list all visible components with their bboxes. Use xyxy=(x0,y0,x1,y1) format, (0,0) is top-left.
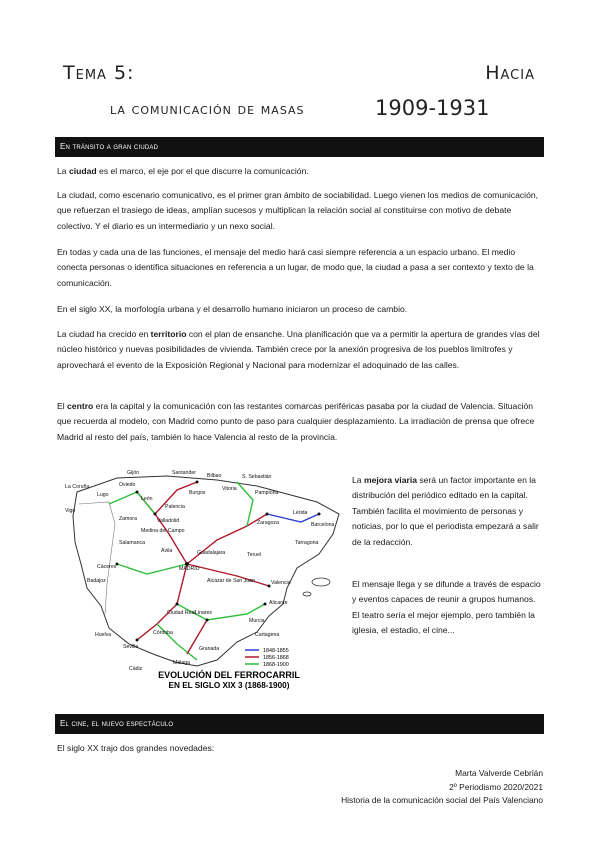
footer xyxy=(341,767,543,808)
city-label: Córdoba xyxy=(153,630,173,636)
p6-post: era la capital y la comunicación con las restantes comarcas periféricas pasaba por la ciudad de Valencia. Situación que recuerda al modelo, con Madrid como punto de paso para cualquier desplazamiento. La irradiación de prensa que ofrece Madrid al resto del país, también lo hace Valencia al resto de la provincia. xyxy=(57,401,535,442)
side1-bold: mejora viaria xyxy=(363,475,417,485)
city-label: La Coruña xyxy=(65,484,90,490)
peninsula-outline xyxy=(73,476,339,666)
city-label: Valladolid xyxy=(157,518,180,524)
p1-post: es el marco, el eje por el que discurre la comunicación. xyxy=(96,166,309,176)
city-label: Vigo xyxy=(65,508,76,514)
city-label: Burgos xyxy=(189,490,206,496)
city-label: Vitoria xyxy=(222,486,237,492)
map-caption-line1: EVOLUCIÓN DEL FERROCARRIL xyxy=(158,670,300,680)
legend-label-1856: 1856-1868 xyxy=(263,655,289,661)
p6-pre: El xyxy=(57,401,68,411)
map-legend xyxy=(245,648,289,668)
city-label: Teruel xyxy=(247,552,262,558)
header-years: 1909-1931 xyxy=(375,96,490,120)
city-label: Cádiz xyxy=(129,666,143,672)
city-label: Murcia xyxy=(249,618,265,624)
rail-line-pamplona xyxy=(237,482,253,526)
legend-label-1848: 1848-1855 xyxy=(263,648,289,654)
section-bar-transito: En tránsito a gran ciudad xyxy=(55,137,544,157)
legend-label-1868: 1868-1900 xyxy=(263,662,289,668)
paragraph-escenario: La ciudad, como escenario comunicativo, es el primer gran ámbito de sociabilidad. Luego vienen los medios de comunicación, que refuerzan el trasiego de ideas, amplían sucesos y multiplican la relación social al constituirse con motivo de debate colectivo. Y el diario es un intermediario y un nexo social. xyxy=(57,190,539,231)
header-subtitle: la comunicación de masas xyxy=(110,100,305,118)
paragraph-ciudad xyxy=(57,164,545,179)
railway-map-image xyxy=(57,464,347,690)
city-label: Badajoz xyxy=(87,578,106,584)
map-caption-line2: EN EL SIGLO XIX 3 (1868-1900) xyxy=(168,681,290,690)
city-label: Alicante xyxy=(269,600,288,606)
p5-bold: territorio xyxy=(150,329,187,339)
rail-line-extremadura xyxy=(117,564,187,574)
p1-pre: La xyxy=(57,166,69,176)
city-label: León xyxy=(141,496,153,502)
city-label: Valencia xyxy=(271,580,291,586)
side1-pre: La xyxy=(352,475,364,485)
city-label: Santander xyxy=(172,470,196,476)
city-label: Alcázar de San Juan xyxy=(207,578,255,584)
side-paragraph-mensaje: El mensaje llega y se difunde a través de espacio y eventos capaces de reunir a grupos humanos. El teatro sería el mejor ejemplo, pero también la iglesia, el estadio, el cine... xyxy=(352,579,541,636)
city-label: Zamora xyxy=(119,516,137,522)
paragraph-centro xyxy=(57,399,545,445)
paragraph-territorio xyxy=(57,327,545,373)
city-label: Linares xyxy=(195,610,213,616)
city-label: Lérida xyxy=(293,510,308,516)
city-label: Guadalajara xyxy=(197,550,226,556)
p1-bold: ciudad xyxy=(68,166,97,176)
p5-pre: La ciudad ha crecido en xyxy=(57,329,151,339)
baleares-island xyxy=(312,578,330,586)
section-bar-cine: El cine, el nuevo espectáculo xyxy=(55,714,544,734)
ibiza-island xyxy=(303,592,311,596)
city-label: Salamanca xyxy=(119,540,145,546)
paragraph-novedades: El siglo XX trajo dos grandes novedades: xyxy=(57,743,215,753)
city-label: Pamplona xyxy=(255,490,279,496)
header-hacia: Hacia xyxy=(485,62,535,84)
city-dots xyxy=(116,481,321,642)
p5-post: con el plan de ensanche. Una planificación que va a permitir la apertura de grandes vías del núcleo histórico y nuevas posibilidades de vivienda. También crece por la anexión progresiva de los pueblos limítrofes y aprovechará el evento de la Exposición Regional y Nacional para modernizar el adoquinado de las calles. xyxy=(57,329,540,370)
city-label: Ciudad Real xyxy=(167,610,196,616)
city-label: Barcelona xyxy=(311,522,335,528)
city-labels xyxy=(65,470,334,672)
paragraph-siglo-xx: En el siglo XX, la morfología urbana y el desarrollo humano iniciaron un proceso de cambio. xyxy=(57,304,408,314)
city-label: Medina del Campo xyxy=(141,528,185,534)
city-label: S. Sebastián xyxy=(242,474,272,480)
side-paragraph-mejora xyxy=(352,473,545,550)
city-label: Cartagena xyxy=(255,632,280,638)
city-label: Málaga xyxy=(173,660,191,666)
city-label: Granada xyxy=(199,646,220,652)
city-label: Ávila xyxy=(161,548,173,554)
city-label: Gijón xyxy=(127,470,140,476)
city-label: Sevilla xyxy=(123,644,139,650)
city-label: Palencia xyxy=(165,504,185,510)
city-label: Cáceres xyxy=(97,564,117,570)
side1-post: será un factor importante en la distribución del periódico editado en la capital. También facilita el movimiento de personas y noticias, por lo que el periodista empezará a salir de la redacción. xyxy=(352,475,539,547)
city-label: Huelva xyxy=(95,632,112,638)
footer-author: Marta Valverde Cebrián xyxy=(455,768,543,778)
paragraph-funciones: En todas y cada una de las funciones, el mensaje del medio hará casi siempre referencia a un espacio urbano. El medio conecta personas o identifica situaciones en referencia a un lugar, de modo que, la ciudad a pasa a ser contexto y texto de la comunicación. xyxy=(57,247,534,288)
header-tema: Tema 5: xyxy=(63,62,135,84)
city-label: MADRID xyxy=(179,566,200,572)
p6-bold: centro xyxy=(67,401,94,411)
city-label: Tarragona xyxy=(295,540,319,546)
footer-course: 2º Periodismo 2020/2021 xyxy=(449,781,543,792)
footer-subject: Historia de la comunicación social del País Valenciano xyxy=(341,795,543,805)
portugal-border xyxy=(79,502,115,614)
rail-lines xyxy=(109,482,319,660)
city-label: Zaragoza xyxy=(257,520,279,526)
city-label: Oviedo xyxy=(119,482,136,488)
city-label: Lugo xyxy=(97,492,109,498)
city-label: Bilbao xyxy=(207,473,222,479)
